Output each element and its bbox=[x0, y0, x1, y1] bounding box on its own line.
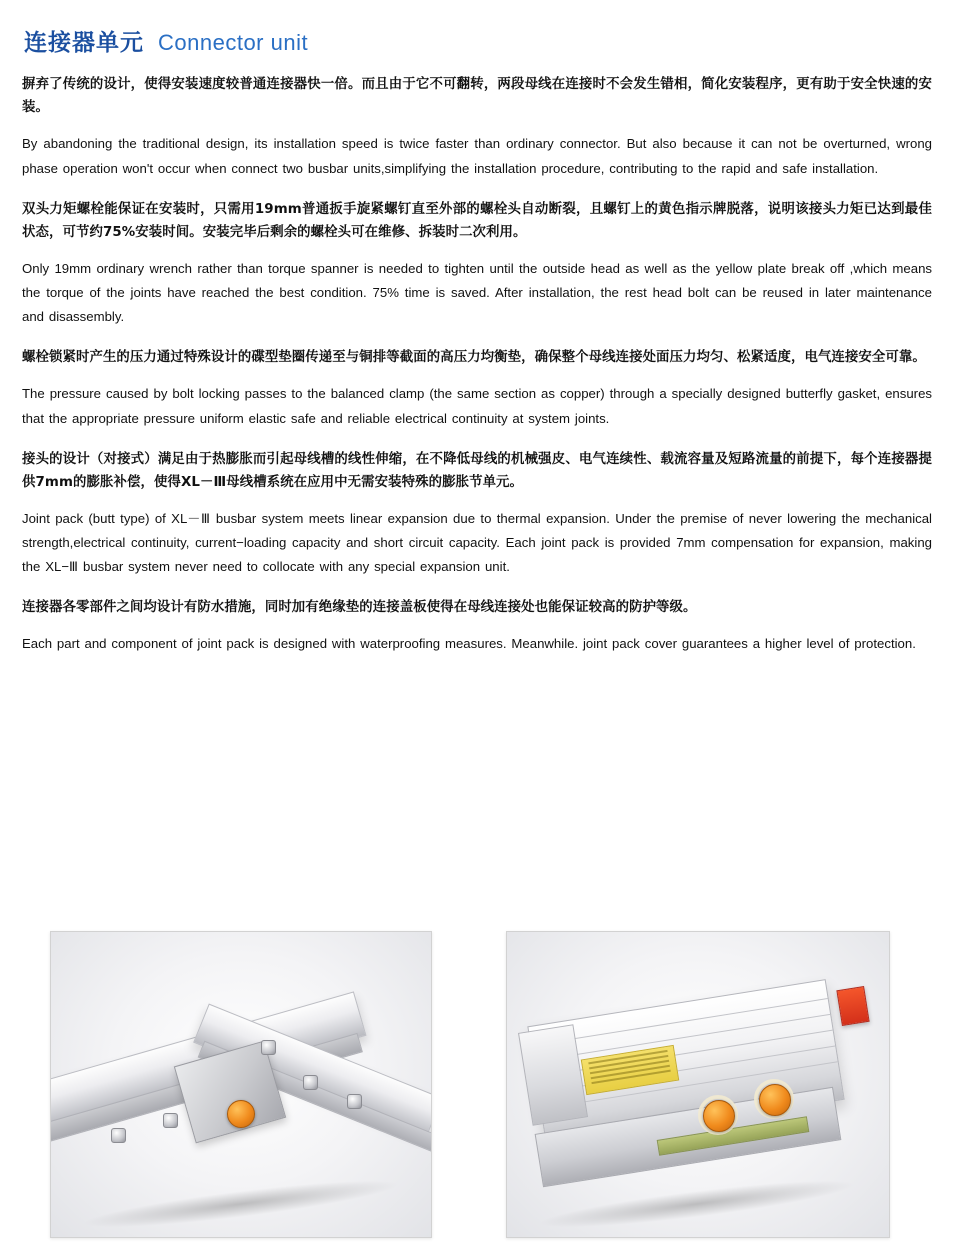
torque-bolt-head bbox=[703, 1100, 735, 1132]
paragraph-english: Each part and component of joint pack is designed with waterproofing measures. Meanwhile. joint pack cover guarantees a higher level of protection. bbox=[22, 636, 916, 652]
paragraph-chinese: 螺栓锁紧时产生的压力通过特殊设计的碟型垫圈传递至与铜排等截面的高压力均衡垫，确保整个母线连接处面压力均匀、松紧适度，电气连接安全可靠。 bbox=[22, 350, 926, 366]
photo-shadow bbox=[81, 1172, 402, 1237]
paragraph-block-1 bbox=[22, 73, 932, 181]
fastener-nut bbox=[303, 1075, 318, 1090]
paragraph-chinese: 接头的设计（对接式）满足由于热膨胀而引起母线槽的线性伸缩，在不降低母线的机械强皮、电气连续性、载流容量及短路流量的前提下，每个连接器提供7mm的膨胀补偿，使得XL－Ⅲ母线槽系统在应用中无需安装特殊的膨胀节单元。 bbox=[22, 451, 932, 490]
paragraph-chinese: 双头力矩螺栓能保证在安装时，只需用19mm普通扳手旋紧螺钉直至外部的螺栓头自动断裂，且螺钉上的黄色指示牌脱落，说明该接头力矩已达到最佳状态，可节约75%安装时间。安装完毕后剩余的螺栓头可在维修、拆装时二次利用。 bbox=[22, 201, 932, 240]
paragraph-english: Joint pack (butt type) of XL－Ⅲ busbar system meets linear expansion due to thermal expansion. Under the premise of never lowering the mechanical strength,electrical continuity, current−loading capacity and short circuit capacity. Each joint pack is provided 7mm compensation for expansion, making the XL−Ⅲ busbar system never need to collocate with any special expansion unit. bbox=[22, 511, 932, 575]
page-title-english: Connector unit bbox=[158, 30, 309, 55]
paragraph-block-2 bbox=[22, 198, 932, 330]
torque-bolt-head bbox=[227, 1100, 255, 1128]
paragraph-english: The pressure caused by bolt locking passes to the balanced clamp (the same section as copper) through a specially designed butterfly gasket, ensures that the appropriate pressure uniform elastic safe and reliable electrical continuity at system joints. bbox=[22, 386, 932, 426]
photo-shadow bbox=[537, 1172, 858, 1237]
figure-row bbox=[22, 931, 932, 1238]
paragraph-block-4 bbox=[22, 448, 932, 580]
fastener-nut bbox=[111, 1128, 126, 1143]
page-title bbox=[24, 24, 932, 57]
connector-unit-photo bbox=[506, 931, 890, 1238]
page-title-chinese: 连接器单元 bbox=[24, 30, 144, 56]
paragraph-chinese: 连接器各零部件之间均设计有防水措施，同时加有绝缘垫的连接盖板使得在母线连接处也能保证较高的防护等级。 bbox=[22, 600, 697, 616]
fastener-nut bbox=[261, 1040, 276, 1055]
paragraph-english: By abandoning the traditional design, its installation speed is twice faster than ordinary connector. But also because it can not be overturned, wrong phase operation won't occur when connect two busbar units,simplifying the installation procedure, contributing to the rapid and safe installation. bbox=[22, 136, 932, 176]
paragraph-block-3 bbox=[22, 346, 932, 430]
photo-background bbox=[51, 932, 431, 1237]
torque-bolt-head bbox=[759, 1084, 791, 1116]
fastener-nut bbox=[163, 1113, 178, 1128]
red-indicator-tab bbox=[836, 986, 869, 1026]
fastener-nut bbox=[347, 1094, 362, 1109]
paragraph-block-5 bbox=[22, 596, 932, 656]
photo-background bbox=[507, 932, 889, 1237]
paragraph-english: Only 19mm ordinary wrench rather than torque spanner is needed to tighten until the outside head as well as the yellow plate break off ,which means the torque of the joints have reached the best condition. 75% time is saved. After installation, the rest head bolt can be reused in later maintenance and disassembly. bbox=[22, 261, 932, 325]
paragraph-chinese: 摒弃了传统的设计，使得安装速度较普通连接器快一倍。而且由于它不可翻转，两段母线在连接时不会发生错相，简化安装程序，更有助于安全快速的安装。 bbox=[22, 77, 932, 116]
busbar-joint-photo bbox=[50, 931, 432, 1238]
